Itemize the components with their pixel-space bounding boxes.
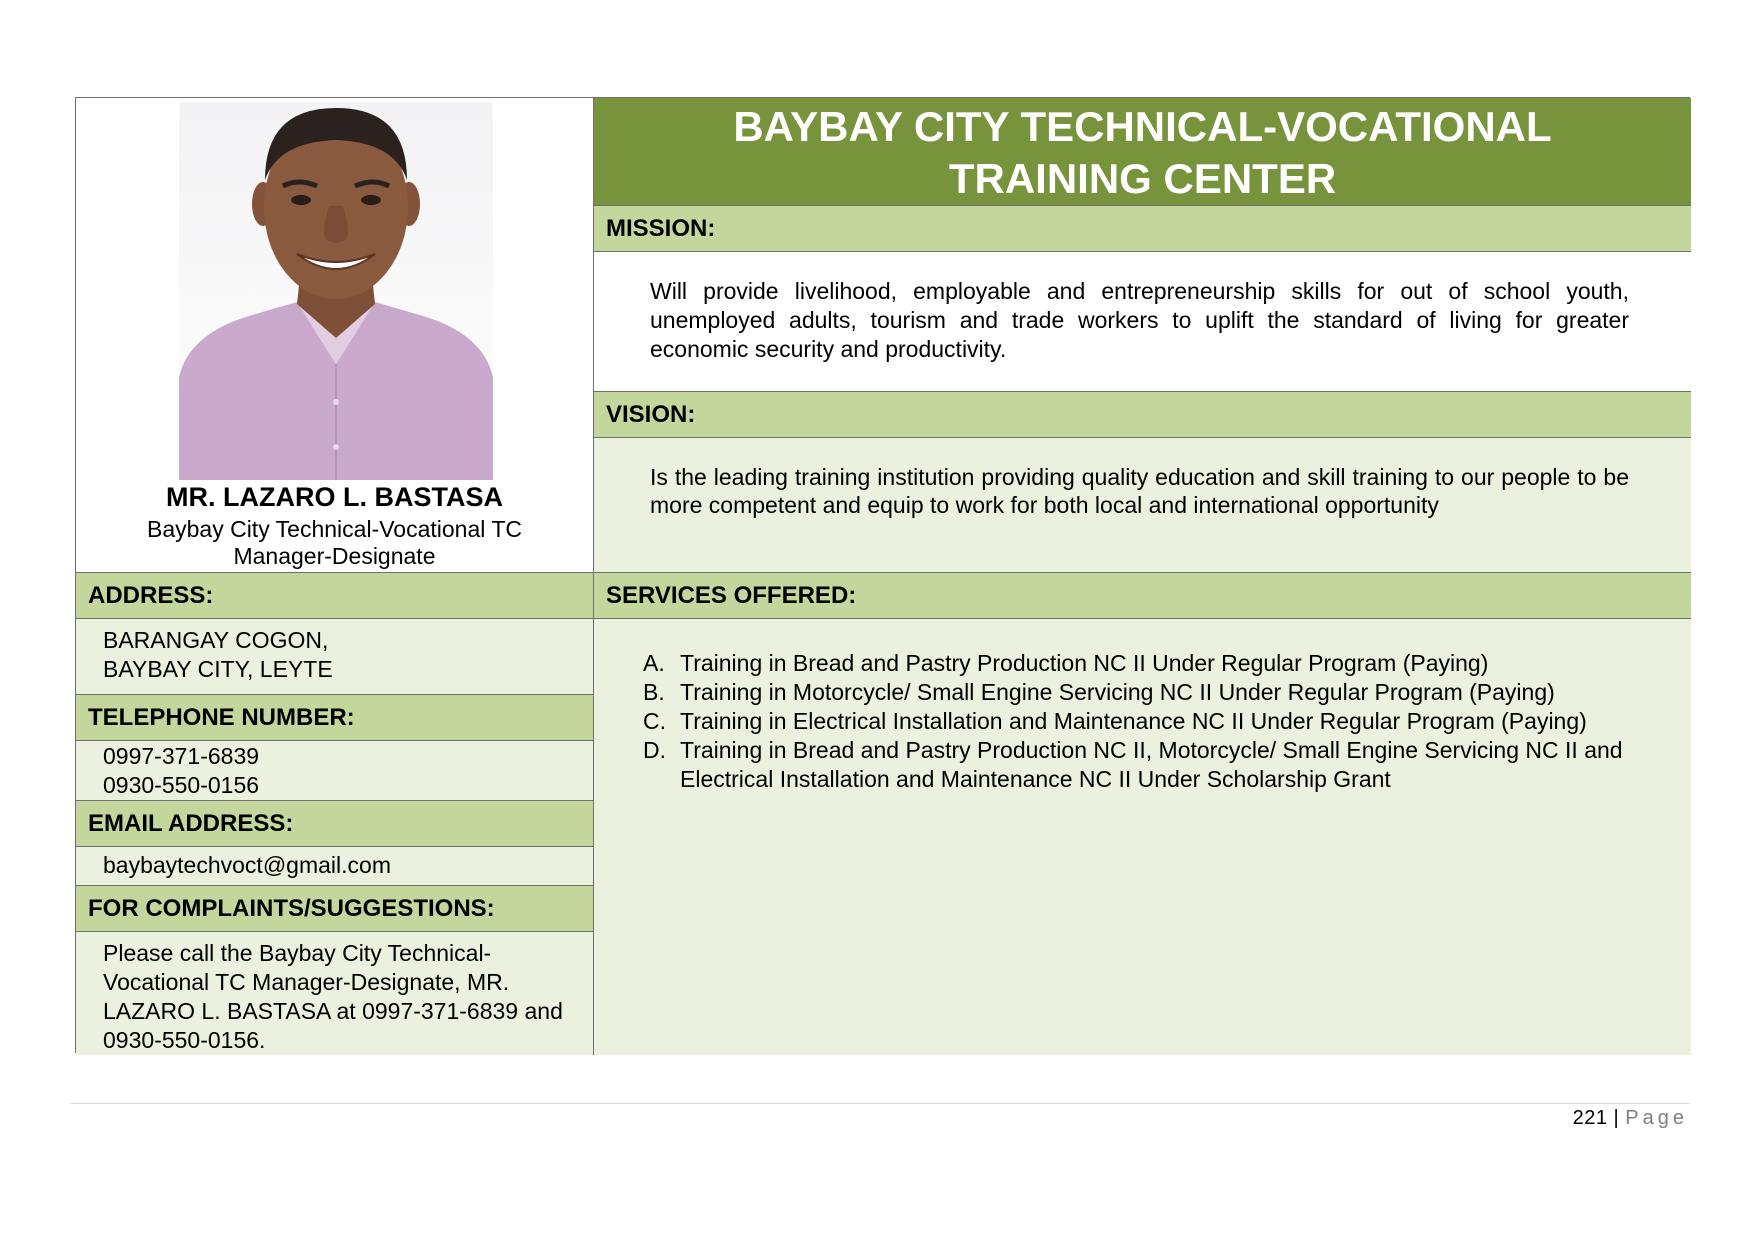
service-letter: C. [643,708,666,734]
service-item [643,707,1631,736]
service-text: Training in Bread and Pastry Production NC II, Motorcycle/ Small Engine Servicing NC II and Electrical Installation and Maintenance NC II Under Scholarship Grant [680,737,1623,792]
service-text: Training in Motorcycle/ Small Engine Servicing NC II Under Regular Program (Paying) [680,679,1555,705]
service-item [643,678,1631,707]
service-item [643,736,1631,794]
address-line2: BAYBAY CITY, LEYTE [103,656,333,682]
manager-position [76,516,593,570]
vision-text: Is the leading training institution providing quality education and skill training to our people to be more competent and equip to work for both local and international opportunity [650,464,1629,518]
manager-photo [179,102,493,480]
page-number: 221 [1572,1107,1608,1129]
manager-position-line1: Baybay City Technical-Vocational TC [146,516,522,542]
complaints-body [76,932,593,1055]
service-letter: A. [643,650,665,676]
telephone-header: TELEPHONE NUMBER: [76,695,593,741]
email-link[interactable]: baybaytechvoct@gmail.com [103,852,391,878]
address-body [76,619,593,695]
person-portrait-icon [179,102,493,480]
center-title-line1: BAYBAY CITY TECHNICAL-VOCATIONAL [733,103,1552,150]
vision-body [594,438,1691,573]
footer-divider [70,1103,1690,1104]
center-title-line2: TRAINING CENTER [948,155,1337,202]
services-body [594,619,1691,1055]
services-header: SERVICES OFFERED: [594,573,1691,619]
address-line1: BARANGAY COGON, [103,627,329,653]
profile-table [75,97,1690,1053]
vision-header: VISION: [594,392,1691,438]
service-text: Training in Bread and Pastry Production NC II Under Regular Program (Paying) [680,650,1489,676]
footer-separator: | [1613,1107,1620,1129]
telephone-number[interactable]: 0997-371-6839 [103,743,260,769]
manager-cell [76,98,593,573]
complaints-text: Please call the Baybay City Technical-Vocational TC Manager-Designate, MR. LAZARO L. BASTASA at 0997-371-6839 and 0930-550-0156. [103,940,563,1053]
right-column [594,98,1691,1055]
left-column [76,98,594,1055]
mission-header: MISSION: [594,206,1691,252]
email-body [76,847,593,886]
telephone-body [76,741,593,801]
center-title [594,98,1691,206]
manager-position-line2: Manager-Designate [233,543,436,569]
mission-text: Will provide livelihood, employable and entrepreneurship skills for out of school youth, unemployed adults, tourism and trade workers to uplift the standard of living for greater economic security and productivity. [650,278,1629,362]
telephone-number[interactable]: 0930-550-0156 [103,772,260,798]
mission-body [594,252,1691,392]
service-letter: B. [643,679,665,705]
manager-name: MR. LAZARO L. BASTASA [166,482,503,512]
address-header: ADDRESS: [76,573,593,619]
service-item [643,649,1631,678]
service-text: Training in Electrical Installation and Maintenance NC II Under Regular Program (Paying) [680,708,1587,734]
page-word: Page [1625,1107,1688,1129]
email-header: EMAIL ADDRESS: [76,801,593,847]
page-footer [1573,1107,1688,1130]
complaints-header: FOR COMPLAINTS/SUGGESTIONS: [76,886,593,932]
service-letter: D. [643,737,666,763]
